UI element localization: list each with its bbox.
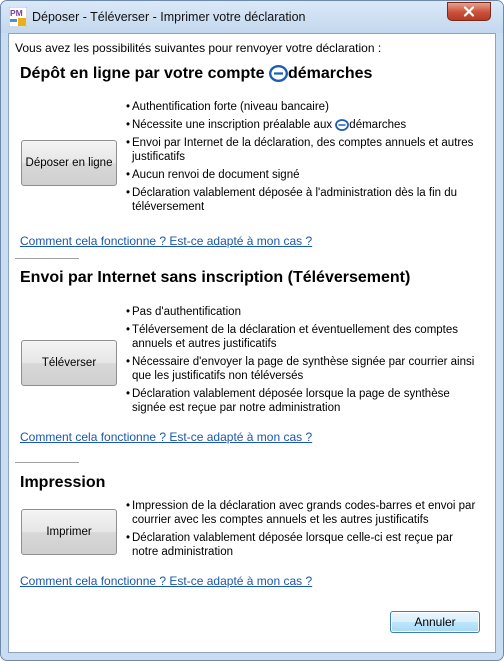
divider xyxy=(15,258,79,259)
help-link-online[interactable]: Comment cela fonctionne ? Est-ce adapté à mon cas ? xyxy=(20,234,313,248)
section-upload-title: Envoi par Internet sans inscription (Téléversement) xyxy=(20,269,411,286)
edemarches-logo-icon xyxy=(335,119,349,131)
dialog-content xyxy=(8,33,496,653)
help-link-print[interactable]: Comment cela fonctionne ? Est-ce adapté à mon cas ? xyxy=(20,574,313,588)
list-item: • Déclaration valablement déposée lorsque celle-ci est reçue par notre administration xyxy=(126,531,481,559)
list-item: • Téléversement de la déclaration et éventuellement des comptes annuels et autres justificatifs xyxy=(126,323,481,351)
list-item-suffix: démarches xyxy=(349,119,407,131)
imprimer-button[interactable]: Imprimer xyxy=(21,509,117,555)
list-item: • Impression de la déclaration avec grands codes-barres et envoi par courrier avec les comptes annuels et les autres justificatifs xyxy=(126,499,481,527)
section-online-bullets xyxy=(126,100,481,218)
help-link-upload[interactable]: Comment cela fonctionne ? Est-ce adapté à mon cas ? xyxy=(20,430,313,444)
list-item: • Authentification forte (niveau bancaire) xyxy=(126,100,481,114)
close-button[interactable] xyxy=(447,2,491,21)
list-item: • Envoi par Internet de la déclaration, des comptes annuels et autres justificatifs xyxy=(126,136,481,164)
list-item xyxy=(126,118,481,132)
list-item: • Déclaration valablement déposée à l'administration dès la fin du téléversement xyxy=(126,186,481,214)
list-item: • Pas d'authentification xyxy=(126,305,481,319)
list-item: • Déclaration valablement déposée lorsque la page de synthèse signée est reçue par notre administration xyxy=(126,387,481,415)
app-icon xyxy=(9,7,27,27)
close-icon xyxy=(463,6,475,17)
section-online-title xyxy=(20,65,372,83)
section-online-title-suffix: démarches xyxy=(287,65,373,82)
window-title: Déposer - Téléverser - Imprimer votre déclaration xyxy=(32,10,306,24)
section-online-title-text: Dépôt en ligne par votre compte xyxy=(20,65,265,82)
intro-text: Vous avez les possibilités suivantes pour renvoyer votre déclaration : xyxy=(15,41,382,55)
section-print-bullets xyxy=(126,499,481,563)
cancel-button[interactable]: Annuler xyxy=(390,611,480,633)
app-icon-text: PM xyxy=(10,8,23,18)
list-item: • Nécessaire d'envoyer la page de synthèse signée par courrier ainsi que les justificatifs non téléversés xyxy=(126,355,481,383)
deposer-en-ligne-button[interactable]: Déposer en ligne xyxy=(21,140,117,186)
divider xyxy=(15,462,79,463)
televerser-button[interactable]: Téléverser xyxy=(21,340,117,386)
edemarches-logo-icon xyxy=(269,65,288,82)
section-upload-bullets xyxy=(126,305,481,419)
title-bar xyxy=(1,1,503,33)
list-item-text: Nécessite une inscription préalable aux xyxy=(132,119,333,131)
list-item: • Aucun renvoi de document signé xyxy=(126,168,481,182)
section-print-title: Impression xyxy=(20,474,106,491)
